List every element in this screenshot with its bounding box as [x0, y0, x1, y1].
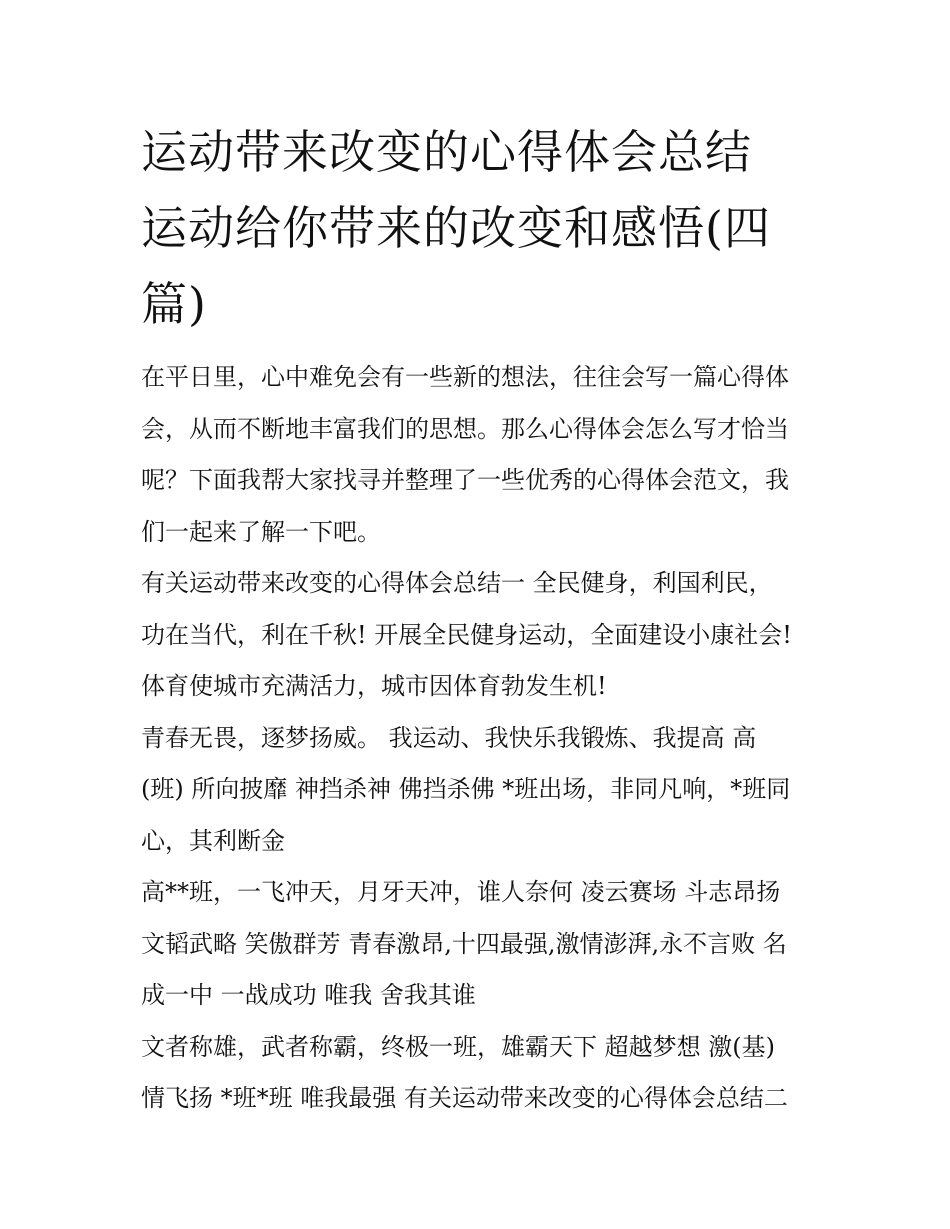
- text-line: 在平日里，心中难免会有一些新的想法，往往会写一篇心得体: [141, 363, 789, 391]
- text-line: 青春无畏，逐梦扬威。 我运动、我快乐我锻炼、我提高 高: [141, 723, 757, 752]
- text-line: 呢？下面我帮大家找寻并整理了一些优秀的心得体会范文，我: [141, 466, 789, 494]
- text-line: 文韬武略 笑傲群芳 青春激昂,十四最强,激情澎湃,永不言败 名: [141, 929, 787, 958]
- title-line-1: 运动带来改变的心得体会总结: [141, 125, 752, 179]
- title-line-3: 篇): [141, 277, 207, 331]
- title-line-2: 运动给你带来的改变和感悟(四: [141, 201, 771, 255]
- text-line: 文者称雄，武者称霸，终极一班，雄霸天下 超越梦想 激(基): [141, 1032, 775, 1061]
- document-body: [141, 352, 813, 1125]
- text-line: 心，其利断金: [141, 826, 285, 855]
- document-content: [141, 114, 813, 1125]
- paragraph-section-one: [141, 558, 813, 713]
- text-line: (班) 所向披靡 神挡杀神 佛挡杀佛 *班出场，非同凡响，*班同: [141, 775, 791, 803]
- paragraph-intro: [141, 352, 813, 558]
- text-line: 会，从而不断地丰富我们的思想。那么心得体会怎么写才恰当: [141, 414, 789, 443]
- paragraph-slogans-2: [141, 867, 813, 1022]
- text-line: 有关运动带来改变的心得体会总结一 全民健身，利国利民，: [141, 569, 773, 597]
- text-line: 体育使城市充满活力，城市因体育勃发生机!: [141, 672, 607, 700]
- text-line: 高**班，一飞冲天，月牙天冲，谁人奈何 凌云赛场 斗志昂扬: [141, 878, 781, 906]
- text-line: 功在当代，利在千秋! 开展全民健身运动，全面建设小康社会!: [141, 620, 792, 649]
- text-line: 们一起来了解一下吧。: [141, 517, 381, 546]
- text-line: 成一中 一战成功 唯我 舍我其谁: [141, 981, 476, 1009]
- document-title: [141, 114, 813, 342]
- paragraph-slogans-1: [141, 713, 813, 868]
- text-line: 情飞扬 *班*班 唯我最强 有关运动带来改变的心得体会总结二: [141, 1084, 788, 1112]
- paragraph-slogans-3: [141, 1022, 813, 1125]
